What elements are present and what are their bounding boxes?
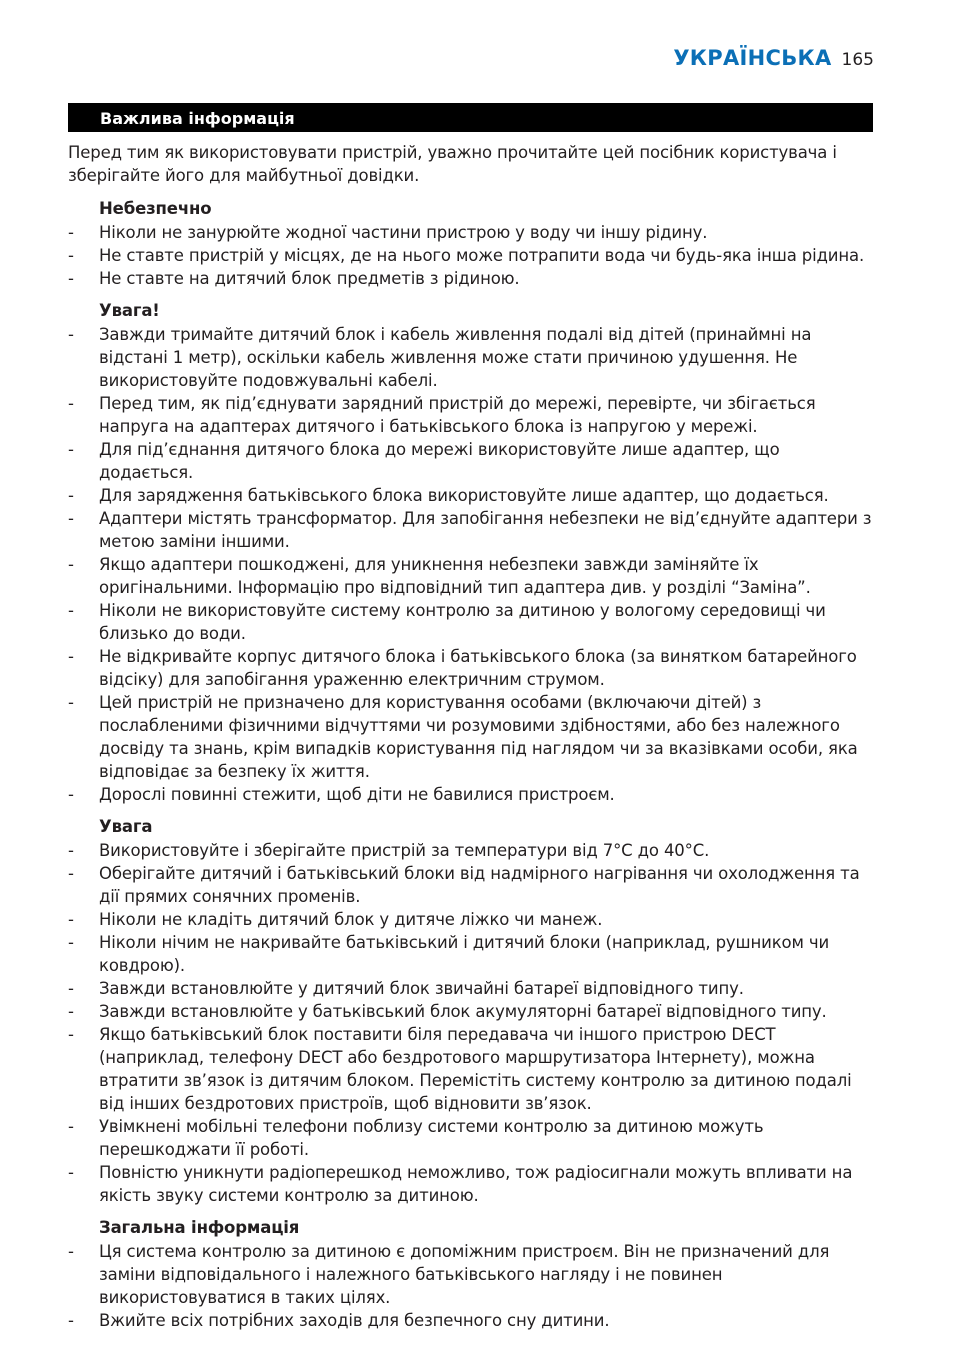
list-item-text: Використовуйте і зберігайте пристрій за температури від 7°C до 40°C. bbox=[99, 841, 710, 860]
list-item-text: Для під’єднання дитячого блока до мережі використовуйте лише адаптер, що додається. bbox=[99, 440, 780, 482]
warning-group bbox=[68, 815, 875, 1207]
list-item-text: Завжди встановлюйте у дитячий блок звичайні батареї відповідного типу. bbox=[99, 979, 744, 998]
section-title-bar: Важлива інформація bbox=[68, 103, 873, 132]
list-item bbox=[68, 553, 875, 599]
bullet-dash: - bbox=[68, 1025, 74, 1044]
bullet-dash: - bbox=[68, 601, 74, 620]
bullet-dash: - bbox=[68, 979, 74, 998]
bullet-list bbox=[68, 323, 875, 806]
list-item bbox=[68, 599, 875, 645]
list-item bbox=[68, 1023, 875, 1115]
list-item-text: Якщо батьківський блок поставити біля передавача чи іншого пристрою DECT (наприклад, телефону DECT або бездротового маршрутизатора Інтернету), можна втратити зв’язок із дитячим блоком. Перемістіть систему контролю за дитиною подалі від інших бездротових пристроїв, щоб відновити зв’язок. bbox=[99, 1025, 852, 1113]
list-item bbox=[68, 323, 875, 392]
list-item-text: Не ставте пристрій у місцях, де на нього може потрапити вода чи будь-яка інша рідина. bbox=[99, 246, 865, 265]
list-item-text: Якщо адаптери пошкоджені, для уникнення небезпеки завжди заміняйте їх оригінальними. Інформацію про відповідний тип адаптера див. у розділі “Заміна”. bbox=[99, 555, 811, 597]
list-item-text: Ніколи не занурюйте жодної частини пристрою у воду чи іншу рідину. bbox=[99, 223, 708, 242]
bullet-dash: - bbox=[68, 269, 74, 288]
page-header bbox=[673, 46, 874, 70]
list-item bbox=[68, 1000, 875, 1023]
list-item bbox=[68, 1240, 875, 1309]
list-item-text: Ніколи не кладіть дитячий блок у дитяче ліжко чи манеж. bbox=[99, 910, 603, 929]
warning-group bbox=[68, 1216, 875, 1332]
list-item-text: Ніколи нічим не накривайте батьківський і дитячий блоки (наприклад, рушником чи ковдрою). bbox=[99, 933, 830, 975]
list-item bbox=[68, 392, 875, 438]
list-item-text: Завжди встановлюйте у батьківський блок акумуляторні батареї відповідного типу. bbox=[99, 1002, 827, 1021]
list-item-text: Завжди тримайте дитячий блок і кабель живлення подалі від дітей (принаймні на відстані 1 метр), оскільки кабель живлення може стати причиною удушення. Не використовуйте подовжувальні кабелі. bbox=[99, 325, 812, 390]
list-item-text: Перед тим, як під’єднувати зарядний пристрій до мережі, перевірте, чи збігається напруга на адаптерах дитячого і батьківського блока із напругою у мережі. bbox=[99, 394, 816, 436]
list-item bbox=[68, 1309, 875, 1332]
bullet-dash: - bbox=[68, 555, 74, 574]
list-item-text: Не ставте на дитячий блок предметів з рідиною. bbox=[99, 269, 520, 288]
bullet-dash: - bbox=[68, 223, 74, 242]
list-item bbox=[68, 507, 875, 553]
bullet-list bbox=[68, 839, 875, 1207]
list-item bbox=[68, 438, 875, 484]
list-item bbox=[68, 908, 875, 931]
bullet-dash: - bbox=[68, 910, 74, 929]
bullet-dash: - bbox=[68, 509, 74, 528]
bullet-list bbox=[68, 221, 875, 290]
document-body bbox=[68, 141, 875, 1341]
language-label: УКРАЇНСЬКА bbox=[673, 46, 832, 70]
group-heading: Увага bbox=[99, 817, 153, 836]
bullet-dash: - bbox=[68, 693, 74, 712]
list-item-text: Адаптери містять трансформатор. Для запобігання небезпеки не від’єднуйте адаптери з метою заміни іншими. bbox=[99, 509, 872, 551]
bullet-dash: - bbox=[68, 933, 74, 952]
list-item-text: Увімкнені мобільні телефони поблизу системи контролю за дитиною можуть перешкоджати її роботі. bbox=[99, 1117, 764, 1159]
group-heading: Увага! bbox=[99, 301, 160, 320]
intro-paragraph: Перед тим як використовувати пристрій, уважно прочитайте цей посібник користувача і зберігайте його для майбутньої довідки. bbox=[68, 143, 837, 185]
list-item bbox=[68, 221, 875, 244]
list-item-text: Ніколи не використовуйте систему контролю за дитиною у вологому середовищі чи близько до води. bbox=[99, 601, 826, 643]
list-item-text: Не відкривайте корпус дитячого блока і батьківського блока (за винятком батарейного відсіку) для запобігання ураженню електричним струмом. bbox=[99, 647, 857, 689]
list-item bbox=[68, 862, 875, 908]
bullet-dash: - bbox=[68, 647, 74, 666]
list-item bbox=[68, 691, 875, 783]
warning-groups bbox=[68, 197, 875, 1332]
warning-group bbox=[68, 197, 875, 290]
list-item bbox=[68, 931, 875, 977]
list-item bbox=[68, 244, 875, 267]
list-item-text: Повністю уникнути радіоперешкод неможливо, тож радіосигнали можуть впливати на якість звуку системи контролю за дитиною. bbox=[99, 1163, 853, 1205]
list-item-text: Цей пристрій не призначено для користування особами (включаючи дітей) з послабленими фізичними відчуттями чи розумовими здібностями, або без належного досвіду та знань, крім випадків користування під наглядом чи за вказівками особи, яка відповідає за безпеку їх життя. bbox=[99, 693, 858, 781]
bullet-dash: - bbox=[68, 864, 74, 883]
warning-group bbox=[68, 299, 875, 806]
bullet-dash: - bbox=[68, 486, 74, 505]
bullet-dash: - bbox=[68, 1163, 74, 1182]
bullet-dash: - bbox=[68, 1002, 74, 1021]
list-item-text: Оберігайте дитячий і батьківський блоки від надмірного нагрівання чи охолодження та дії прямих сонячних променів. bbox=[99, 864, 860, 906]
bullet-dash: - bbox=[68, 785, 74, 804]
bullet-dash: - bbox=[68, 246, 74, 265]
bullet-dash: - bbox=[68, 1117, 74, 1136]
bullet-dash: - bbox=[68, 440, 74, 459]
list-item bbox=[68, 783, 875, 806]
bullet-dash: - bbox=[68, 394, 74, 413]
list-item-text: Ця система контролю за дитиною є допоміжним пристроєм. Він не призначений для заміни відповідального і належного батьківського нагляду і не повинен використовуватися в таких цілях. bbox=[99, 1242, 830, 1307]
list-item bbox=[68, 645, 875, 691]
list-item bbox=[68, 484, 875, 507]
list-item-text: Дорослі повинні стежити, щоб діти не бавилися пристроєм. bbox=[99, 785, 615, 804]
list-item bbox=[68, 267, 875, 290]
list-item bbox=[68, 1161, 875, 1207]
page-number: 165 bbox=[841, 50, 874, 70]
list-item-text: Для зарядження батьківського блока використовуйте лише адаптер, що додається. bbox=[99, 486, 829, 505]
group-heading: Загальна інформація bbox=[99, 1218, 300, 1237]
list-item bbox=[68, 839, 875, 862]
bullet-list bbox=[68, 1240, 875, 1332]
list-item bbox=[68, 1115, 875, 1161]
list-item-text: Вжийте всіх потрібних заходів для безпечного сну дитини. bbox=[99, 1311, 610, 1330]
group-heading: Небезпечно bbox=[99, 199, 212, 218]
bullet-dash: - bbox=[68, 325, 74, 344]
bullet-dash: - bbox=[68, 1311, 74, 1330]
bullet-dash: - bbox=[68, 841, 74, 860]
list-item bbox=[68, 977, 875, 1000]
bullet-dash: - bbox=[68, 1242, 74, 1261]
